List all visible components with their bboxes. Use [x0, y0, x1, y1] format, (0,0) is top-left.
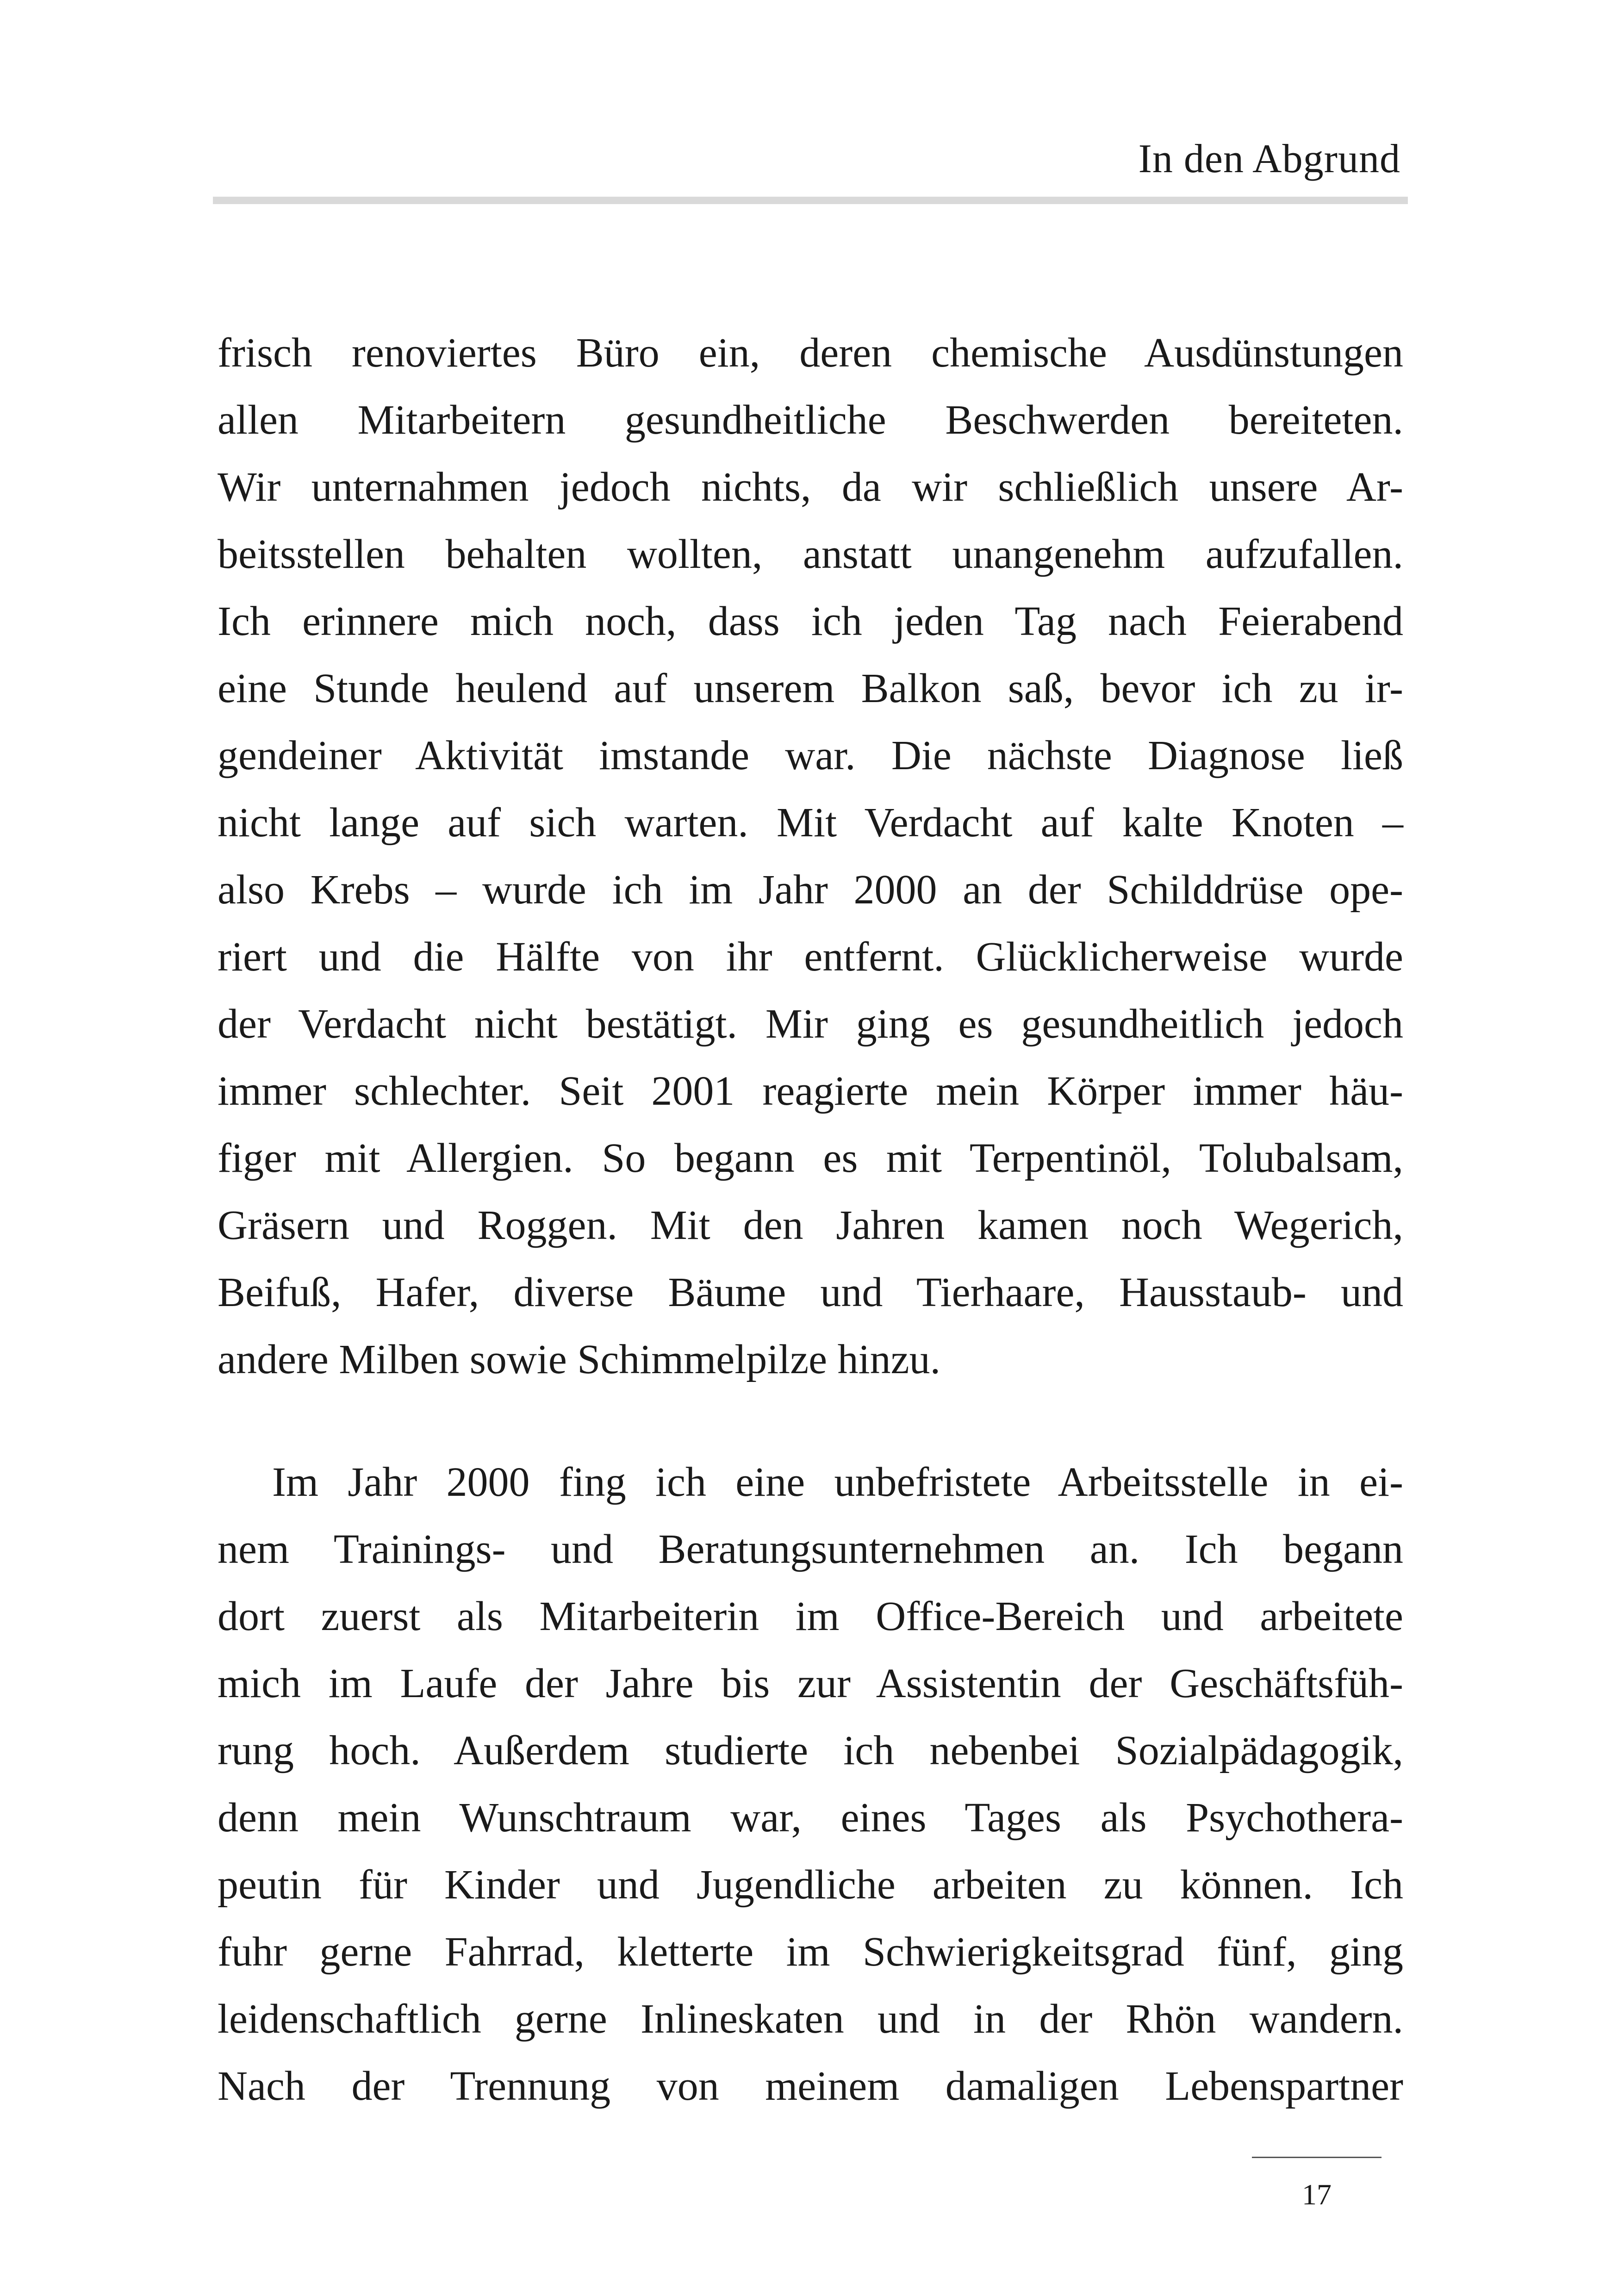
text-line: immer schlechter. Seit 2001 reagierte mein Körper immer häu- — [218, 1068, 1403, 1114]
text-line: figer mit Allergien. So begann es mit Terpentinöl, Tolubalsam, — [218, 1135, 1403, 1181]
text-line: andere Milben sowie Schimmelpilze hinzu. — [218, 1337, 941, 1382]
paragraph-1 — [218, 319, 1403, 1393]
text-line: Im Jahr 2000 fing ich eine unbefristete Arbeitsstelle in ei- — [272, 1459, 1403, 1505]
text-line: Beifuß, Hafer, diverse Bäume und Tierhaare, Hausstaub- und — [218, 1269, 1403, 1315]
text-line: Ich erinnere mich noch, dass ich jeden Tag nach Feierabend — [218, 598, 1403, 644]
text-line: mich im Laufe der Jahre bis zur Assistentin der Geschäftsfüh- — [218, 1661, 1403, 1706]
text-line: nicht lange auf sich warten. Mit Verdacht auf kalte Knoten – — [218, 800, 1403, 846]
body-text — [218, 319, 1403, 2120]
paragraph-gap — [218, 1393, 1403, 1449]
text-line: rung hoch. Außerdem studierte ich nebenbei Sozialpädagogik, — [218, 1728, 1403, 1773]
text-line: Gräsern und Roggen. Mit den Jahren kamen noch Wegerich, — [218, 1202, 1403, 1248]
text-line: der Verdacht nicht bestätigt. Mir ging es gesundheitlich jedoch — [218, 1001, 1403, 1047]
text-line: Wir unternahmen jedoch nichts, da wir schließlich unsere Ar- — [218, 464, 1403, 510]
text-line: riert und die Hälfte von ihr entfernt. Glücklicherweise wurde — [218, 934, 1403, 980]
text-line: also Krebs – wurde ich im Jahr 2000 an der Schilddrüse ope- — [218, 867, 1403, 913]
running-header-title: In den Abgrund — [1138, 137, 1400, 181]
text-line: beitsstellen behalten wollten, anstatt unangenehm aufzufallen. — [218, 531, 1403, 577]
paragraph-2 — [218, 1449, 1403, 2120]
header-rule — [213, 197, 1408, 204]
text-line: nem Trainings- und Beratungsunternehmen an. Ich begann — [218, 1526, 1403, 1572]
text-line: Nach der Trennung von meinem damaligen Lebenspartner — [218, 2063, 1403, 2109]
text-line: eine Stunde heulend auf unserem Balkon saß, bevor ich zu ir- — [218, 666, 1403, 711]
text-line: denn mein Wunschtraum war, eines Tages als Psychothera- — [218, 1795, 1403, 1841]
text-line: allen Mitarbeitern gesundheitliche Beschwerden bereiteten. — [218, 397, 1403, 443]
page-number: 17 — [1302, 2178, 1332, 2211]
text-line: leidenschaftlich gerne Inlineskaten und in der Rhön wandern. — [218, 1996, 1403, 2042]
text-line: dort zuerst als Mitarbeiterin im Office-Bereich und arbeitete — [218, 1593, 1403, 1639]
text-line: frisch renoviertes Büro ein, deren chemische Ausdünstungen — [218, 330, 1403, 376]
text-line: gendeiner Aktivität imstande war. Die nächste Diagnose ließ — [218, 733, 1403, 778]
text-line: fuhr gerne Fahrrad, kletterte im Schwierigkeitsgrad fünf, ging — [218, 1929, 1403, 1975]
page-number-rule — [1252, 2157, 1382, 2158]
text-line: peutin für Kinder und Jugendliche arbeiten zu können. Ich — [218, 1862, 1403, 1908]
